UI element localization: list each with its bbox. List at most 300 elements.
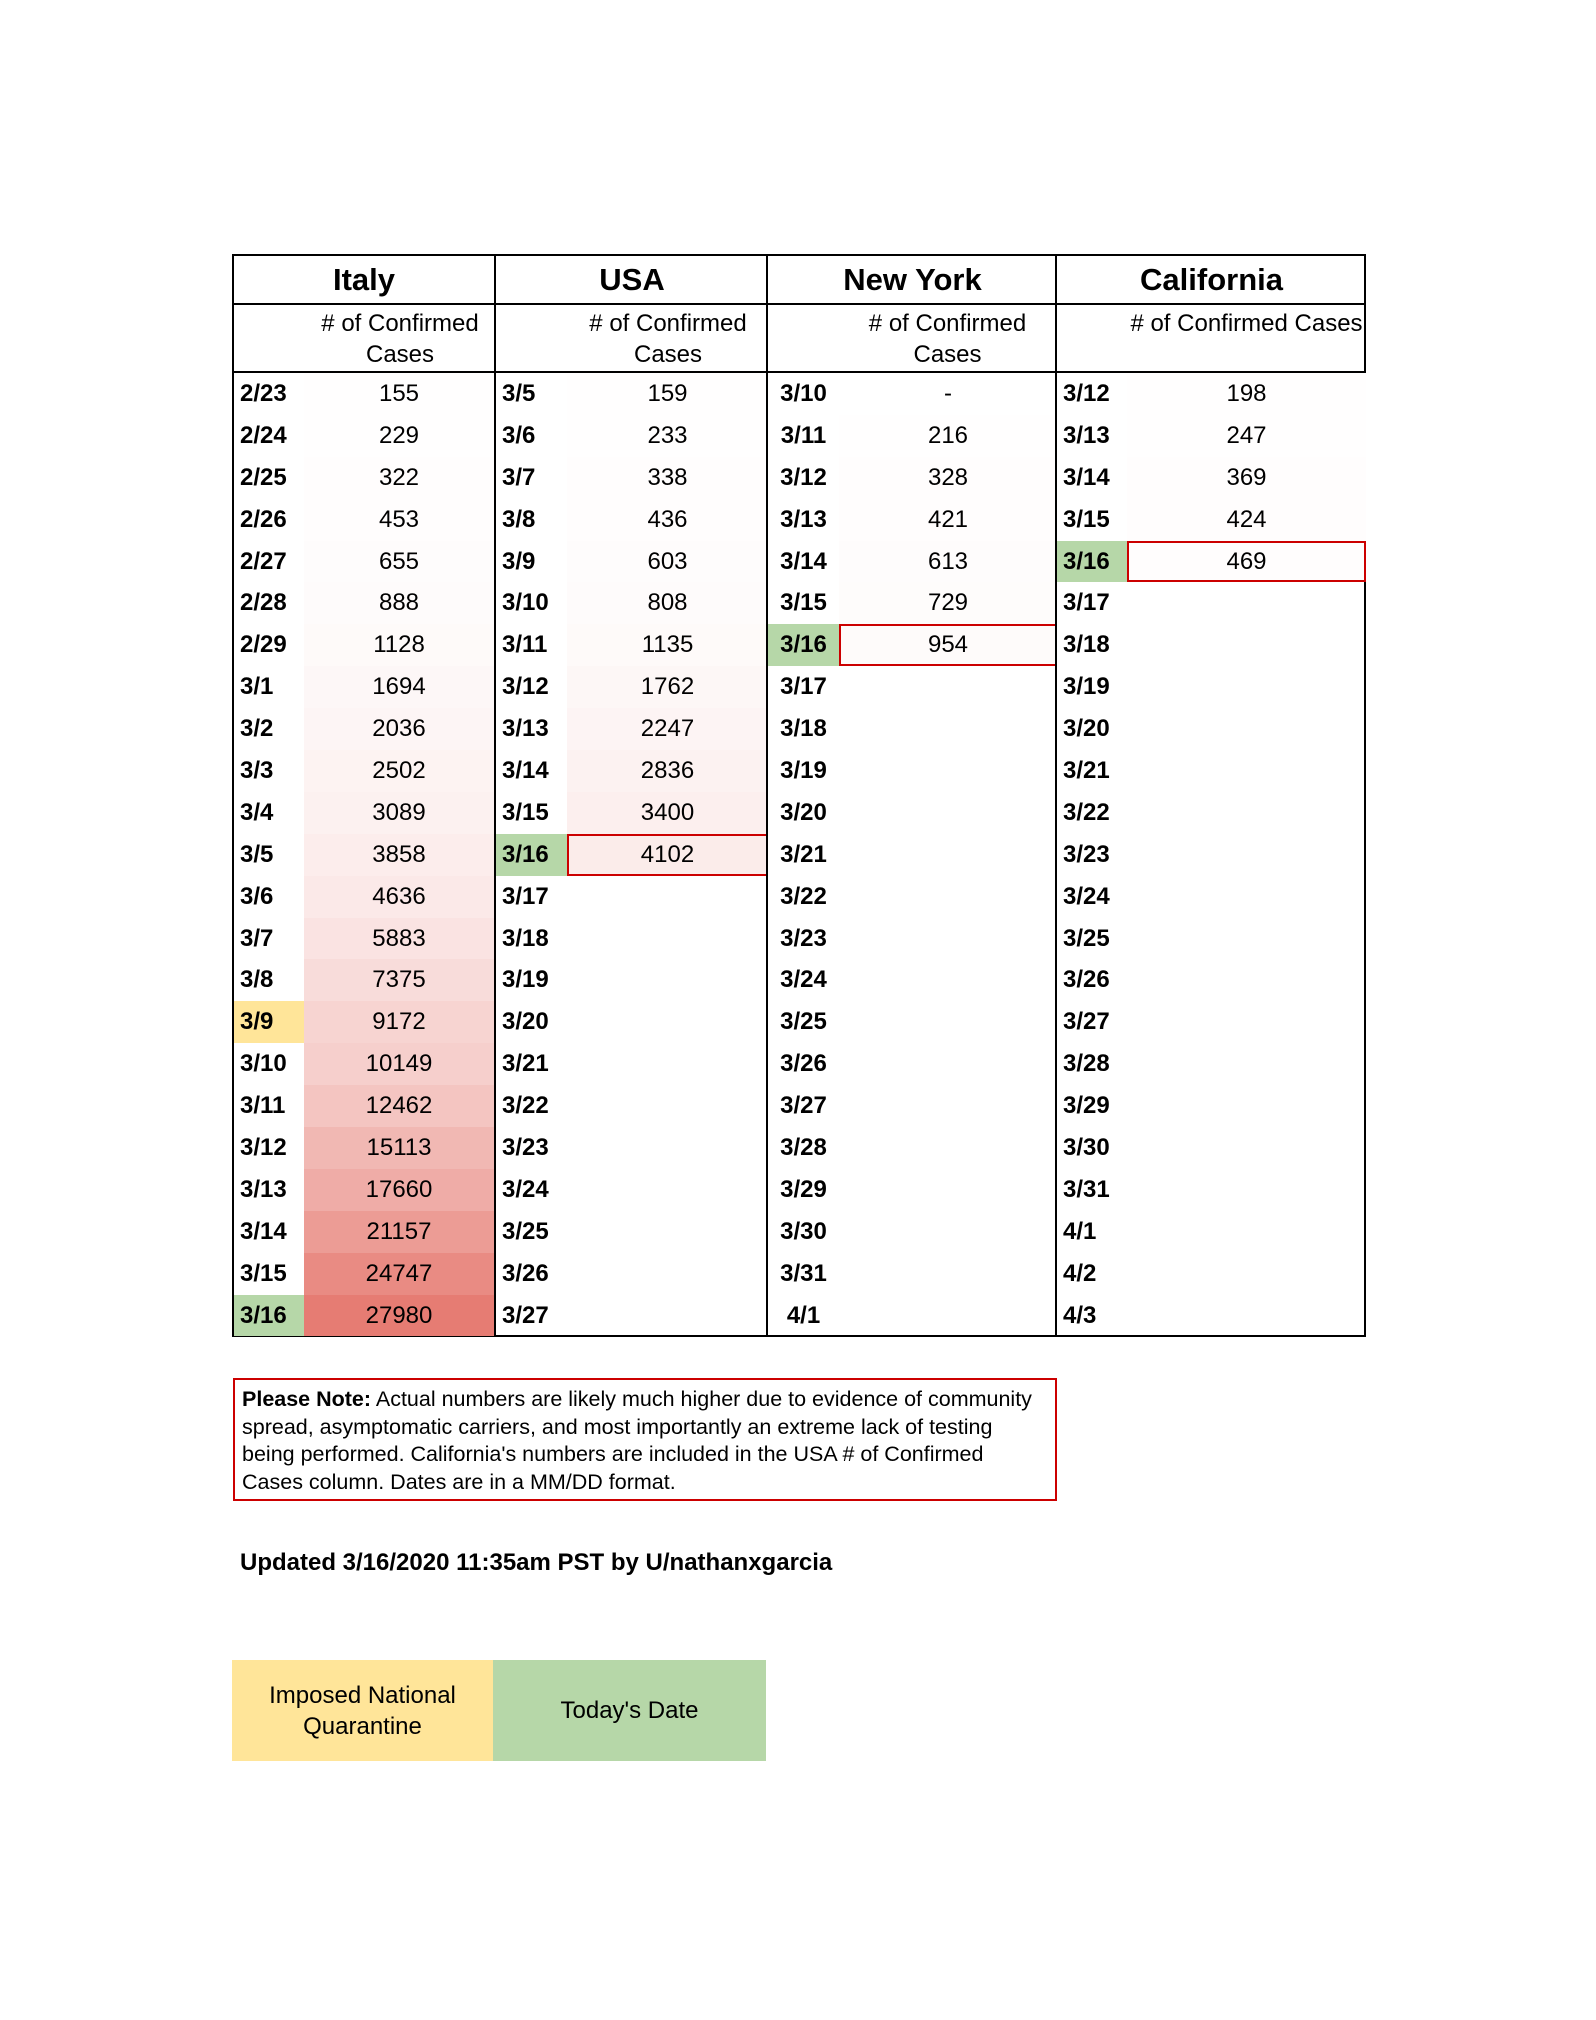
cases-cell (839, 959, 1057, 1001)
table-row (234, 457, 494, 499)
date-cell: 3/19 (1063, 673, 1110, 701)
date-cell: 3/23 (780, 924, 827, 952)
date-cell: 3/8 (502, 505, 536, 533)
date-cell: 3/21 (780, 840, 827, 868)
cases-cell (1127, 582, 1366, 624)
date-cell: 3/22 (1063, 798, 1110, 826)
date-cell: 3/26 (1063, 966, 1110, 994)
date-cell: 3/18 (780, 715, 827, 743)
cases-cell: 9172 (304, 1001, 494, 1043)
table-row (1057, 918, 1366, 960)
date-cell: 3/20 (1063, 715, 1110, 743)
table-row (1057, 541, 1366, 583)
cases-cell (567, 1085, 768, 1127)
date-cell: 3/26 (502, 1259, 549, 1287)
table-row (1057, 1295, 1366, 1337)
table-row (234, 834, 494, 876)
cases-cell: 338 (567, 457, 768, 499)
table-row (234, 876, 494, 918)
date-cell: 3/23 (502, 1133, 549, 1161)
cases-cell: 155 (304, 373, 494, 415)
date-cell: 3/1 (240, 673, 274, 701)
table-row (234, 415, 494, 457)
date-cell: 2/27 (240, 547, 287, 575)
table-row (496, 1211, 768, 1253)
date-cell: 3/10 (240, 1050, 287, 1078)
table-row (1057, 1253, 1366, 1295)
table-row (234, 918, 494, 960)
table-row (496, 415, 768, 457)
cases-cell (567, 1043, 768, 1085)
table-row (496, 1295, 768, 1337)
cases-cell: 12462 (304, 1085, 494, 1127)
column-header-usa: USA (496, 256, 768, 305)
cases-cell (839, 918, 1057, 960)
date-cell: 3/18 (502, 924, 549, 952)
table-row (234, 1211, 494, 1253)
date-cell: 3/17 (1063, 589, 1110, 617)
disclaimer-note (233, 1378, 1057, 1501)
date-cell: 3/27 (780, 1092, 827, 1120)
cases-cell: 21157 (304, 1211, 494, 1253)
table-row (1057, 1127, 1366, 1169)
date-cell: 3/16 (234, 1295, 304, 1337)
date-cell: 3/27 (502, 1301, 549, 1329)
cases-cell: 10149 (304, 1043, 494, 1085)
cases-cell (567, 918, 768, 960)
cases-cell: 5883 (304, 918, 494, 960)
table-row (768, 1253, 1057, 1295)
cases-cell (1127, 750, 1366, 792)
table-row (768, 876, 1057, 918)
cases-cell (1127, 1085, 1366, 1127)
cases-cell (839, 792, 1057, 834)
date-cell: 3/18 (1063, 631, 1110, 659)
table-row (768, 541, 1057, 583)
table-row (496, 1253, 768, 1295)
table-row (234, 959, 494, 1001)
table-row (1057, 1001, 1366, 1043)
cases-cell (567, 1253, 768, 1295)
cases-cell: 1128 (304, 624, 494, 666)
cases-cell: 421 (839, 499, 1057, 541)
cases-cell (567, 959, 768, 1001)
cases-cell (839, 1211, 1057, 1253)
subheader-new-york (768, 305, 1057, 373)
date-cell: 4/2 (1063, 1259, 1097, 1287)
date-cell: 3/29 (1063, 1092, 1110, 1120)
table-row (496, 1001, 768, 1043)
table-row (1057, 415, 1366, 457)
cases-cell: 808 (567, 582, 768, 624)
cases-cell: 2247 (567, 708, 768, 750)
date-cell: 3/12 (1063, 379, 1110, 407)
rows-usa (496, 373, 768, 1336)
cases-cell (1127, 1211, 1366, 1253)
date-cell: 2/24 (240, 421, 287, 449)
date-cell: 3/12 (502, 673, 549, 701)
table-row (1057, 708, 1366, 750)
date-cell: 3/11 (502, 631, 548, 659)
cases-cell (1127, 918, 1366, 960)
table-row (1057, 373, 1366, 415)
date-cell: 4/1 (786, 1301, 821, 1329)
table-row (1057, 1043, 1366, 1085)
table-row (768, 373, 1057, 415)
cases-cell (839, 876, 1057, 918)
cases-cell: 4636 (304, 876, 494, 918)
cases-cell: 436 (567, 499, 768, 541)
cases-cell: 655 (304, 541, 494, 583)
date-cell: 3/17 (502, 882, 549, 910)
table-row (234, 666, 494, 708)
cases-cell (1127, 666, 1366, 708)
table-row (496, 792, 768, 834)
table-row (768, 750, 1057, 792)
table-row (1057, 666, 1366, 708)
date-cell: 3/15 (780, 589, 827, 617)
cases-cell: 247 (1127, 415, 1366, 457)
table-row (496, 918, 768, 960)
table-row (496, 666, 768, 708)
date-cell: 3/14 (1063, 463, 1110, 491)
table-row (1057, 624, 1366, 666)
table-row (234, 541, 494, 583)
date-cell: 3/10 (502, 589, 549, 617)
cases-cell (1127, 792, 1366, 834)
cases-cell (839, 1253, 1057, 1295)
date-cell: 3/26 (780, 1050, 827, 1078)
table-row (1057, 499, 1366, 541)
cases-cell: 27980 (304, 1295, 494, 1337)
table-row (1057, 959, 1366, 1001)
date-cell: 3/11 (240, 1092, 286, 1120)
cases-cell: 233 (567, 415, 768, 457)
cases-cell (1127, 959, 1366, 1001)
column-italy (234, 256, 494, 1335)
table-row (768, 1001, 1057, 1043)
date-cell: 3/5 (502, 379, 536, 407)
date-cell: 3/19 (502, 966, 549, 994)
cases-cell (1127, 1295, 1366, 1337)
cases-cell: 216 (839, 415, 1057, 457)
table-row (496, 541, 768, 583)
legend-today: Today's Date (493, 1660, 766, 1761)
cases-cell (1127, 1043, 1366, 1085)
cases-cell: 198 (1127, 373, 1366, 415)
date-cell: 3/2 (240, 715, 274, 743)
cases-cell (1127, 1169, 1366, 1211)
cases-cell: 613 (839, 541, 1057, 583)
date-cell: 3/24 (1063, 882, 1110, 910)
cases-cell: 3089 (304, 792, 494, 834)
date-cell: 3/14 (780, 547, 827, 575)
table-row (768, 792, 1057, 834)
date-cell: 3/31 (780, 1259, 827, 1287)
column-header-new-york: New York (768, 256, 1057, 305)
date-cell: 3/16 (768, 624, 839, 666)
rows-new-york (768, 373, 1057, 1336)
subheader-california (1057, 305, 1366, 373)
date-cell: 3/20 (780, 798, 827, 826)
table-row (1057, 834, 1366, 876)
table-row (496, 499, 768, 541)
cases-cell: 17660 (304, 1169, 494, 1211)
cases-cell: 328 (839, 457, 1057, 499)
date-cell: 2/23 (240, 379, 287, 407)
rows-italy (234, 373, 494, 1336)
table-row (496, 582, 768, 624)
table-row (768, 834, 1057, 876)
table-row (496, 1085, 768, 1127)
date-cell: 4/3 (1063, 1301, 1097, 1329)
date-cell: 2/29 (240, 631, 287, 659)
table-row (1057, 1085, 1366, 1127)
cases-cell: 424 (1127, 499, 1366, 541)
table-row (768, 582, 1057, 624)
table-row (234, 499, 494, 541)
table-row (496, 708, 768, 750)
cases-cell (567, 1169, 768, 1211)
cases-table (232, 254, 1366, 1337)
cases-cell: 603 (567, 541, 768, 583)
cases-cell (567, 1211, 768, 1253)
subheader-label: # of Confirmed Cases (589, 310, 747, 368)
table-row (768, 1127, 1057, 1169)
column-new-york (766, 256, 1057, 1335)
updated-timestamp: Updated 3/16/2020 11:35am PST by U/nathanxgarcia (240, 1549, 833, 1576)
table-row (234, 792, 494, 834)
date-cell: 4/1 (1063, 1217, 1097, 1245)
date-cell: 3/19 (780, 756, 827, 784)
table-row (1057, 876, 1366, 918)
table-row (496, 1169, 768, 1211)
note-text: Actual numbers are likely much higher due to evidence of community spread, asymptomatic carriers, and most importantly an extreme lack of testing being performed. California's numbers are included in the USA # of Confirmed Cases column. Dates are in a MM/DD format. (242, 1387, 1032, 1494)
cases-cell: 4102 (567, 834, 768, 876)
cases-cell: 15113 (304, 1127, 494, 1169)
cases-cell (839, 750, 1057, 792)
table-row (768, 1211, 1057, 1253)
legend-quarantine: Imposed National Quarantine (232, 1660, 493, 1761)
table-row (768, 624, 1057, 666)
column-usa (494, 256, 768, 1335)
subheader-label: # of Confirmed Cases (321, 310, 479, 368)
date-cell: 3/6 (502, 421, 536, 449)
date-cell: 3/7 (502, 463, 536, 491)
table-row (768, 1295, 1057, 1337)
cases-cell (567, 1127, 768, 1169)
date-cell: 3/11 (780, 421, 827, 449)
date-cell: 3/6 (240, 882, 274, 910)
cases-cell: 3400 (567, 792, 768, 834)
table-row (768, 415, 1057, 457)
date-cell: 3/15 (1063, 505, 1110, 533)
cases-cell: 2036 (304, 708, 494, 750)
date-cell: 3/7 (240, 924, 274, 952)
table-row (496, 373, 768, 415)
date-cell: 3/15 (502, 798, 549, 826)
cases-cell (567, 1001, 768, 1043)
table-row (496, 1043, 768, 1085)
date-cell: 3/16 (1057, 541, 1127, 583)
table-row (496, 959, 768, 1001)
table-row (234, 1127, 494, 1169)
table-row (496, 876, 768, 918)
date-cell: 3/10 (780, 379, 827, 407)
date-cell: 3/14 (240, 1217, 287, 1245)
date-cell: 3/13 (240, 1175, 287, 1203)
cases-cell (1127, 1253, 1366, 1295)
cases-cell (839, 1001, 1057, 1043)
cases-cell: 1694 (304, 666, 494, 708)
date-cell: 3/5 (240, 840, 274, 868)
table-row (234, 1169, 494, 1211)
cases-cell: 1135 (567, 624, 768, 666)
subheader-label: # of Confirmed Cases (1130, 310, 1363, 337)
cases-cell (1127, 624, 1366, 666)
subheader-italy (234, 305, 494, 373)
date-cell: 3/13 (780, 505, 827, 533)
subheader-usa (496, 305, 768, 373)
column-header-italy: Italy (234, 256, 494, 305)
table-row (768, 918, 1057, 960)
column-header-california: California (1057, 256, 1366, 305)
rows-california (1057, 373, 1366, 1336)
cases-cell (567, 1295, 768, 1337)
table-row (768, 1043, 1057, 1085)
table-row (1057, 457, 1366, 499)
subheader-label: # of Confirmed Cases (868, 310, 1027, 368)
table-row (768, 959, 1057, 1001)
date-cell: 3/14 (502, 756, 549, 784)
cases-cell (839, 834, 1057, 876)
date-cell: 3/12 (780, 463, 827, 491)
table-row (768, 666, 1057, 708)
cases-cell: 159 (567, 373, 768, 415)
cases-cell: 2502 (304, 750, 494, 792)
cases-cell (839, 1085, 1057, 1127)
table-row (1057, 582, 1366, 624)
table-row (496, 834, 768, 876)
cases-cell: - (944, 379, 952, 407)
table-row (496, 1127, 768, 1169)
table-row (234, 582, 494, 624)
cases-cell (839, 1043, 1057, 1085)
table-row (234, 1001, 494, 1043)
cases-cell: 1762 (567, 666, 768, 708)
date-cell: 3/29 (780, 1175, 827, 1203)
date-cell: 2/25 (240, 463, 287, 491)
date-cell: 3/25 (780, 1008, 827, 1036)
table-row (234, 1253, 494, 1295)
cases-cell (839, 708, 1057, 750)
table-row (1057, 1211, 1366, 1253)
table-row (768, 1169, 1057, 1211)
date-cell: 3/9 (234, 1001, 304, 1043)
table-row (768, 708, 1057, 750)
table-row (234, 1043, 494, 1085)
date-cell: 3/17 (780, 673, 827, 701)
cases-cell (1127, 876, 1366, 918)
date-cell: 3/25 (1063, 924, 1110, 952)
date-cell: 3/3 (240, 756, 274, 784)
table-row (1057, 750, 1366, 792)
date-cell: 3/24 (780, 966, 827, 994)
cases-cell (1127, 1001, 1366, 1043)
cases-cell: 229 (304, 415, 494, 457)
date-cell: 3/21 (1063, 756, 1110, 784)
table-row (234, 708, 494, 750)
table-row (1057, 792, 1366, 834)
date-cell: 3/21 (502, 1050, 549, 1078)
date-cell: 3/23 (1063, 840, 1110, 868)
date-cell: 3/16 (496, 834, 567, 876)
date-cell: 3/25 (502, 1217, 549, 1245)
legend (232, 1660, 766, 1761)
date-cell: 2/26 (240, 505, 287, 533)
date-cell: 3/30 (780, 1217, 827, 1245)
cases-cell: 3858 (304, 834, 494, 876)
date-cell: 3/8 (240, 966, 274, 994)
cases-cell: 369 (1127, 457, 1366, 499)
table-row (496, 750, 768, 792)
date-cell: 3/20 (502, 1008, 549, 1036)
date-cell: 3/12 (240, 1133, 287, 1161)
date-cell: 3/15 (240, 1259, 287, 1287)
cases-cell (839, 1295, 1057, 1337)
cases-cell: 453 (304, 499, 494, 541)
cases-cell (839, 1127, 1057, 1169)
table-row (1057, 1169, 1366, 1211)
cases-cell: 322 (304, 457, 494, 499)
date-cell: 3/31 (1063, 1175, 1110, 1203)
cases-cell (1127, 834, 1366, 876)
cases-cell (1127, 708, 1366, 750)
table-row (234, 373, 494, 415)
cases-cell: 888 (304, 582, 494, 624)
date-cell: 3/22 (502, 1092, 549, 1120)
table-row (234, 624, 494, 666)
table-row (234, 1085, 494, 1127)
cases-cell: 2836 (567, 750, 768, 792)
table-row (768, 499, 1057, 541)
cases-cell (1127, 1127, 1366, 1169)
cases-cell: 954 (839, 624, 1057, 666)
date-cell: 3/22 (780, 882, 827, 910)
cases-cell: 7375 (304, 959, 494, 1001)
date-cell: 3/30 (1063, 1133, 1110, 1161)
date-cell: 3/13 (1063, 421, 1110, 449)
cases-cell (567, 876, 768, 918)
table-row (496, 624, 768, 666)
table-row (234, 1295, 494, 1337)
date-cell: 3/9 (502, 547, 536, 575)
cases-cell: 469 (1127, 541, 1366, 583)
date-cell: 3/4 (240, 798, 274, 826)
note-label: Please Note: (242, 1387, 372, 1411)
date-cell: 3/28 (780, 1133, 827, 1161)
date-cell: 3/13 (502, 715, 549, 743)
cases-cell (839, 666, 1057, 708)
table-row (768, 457, 1057, 499)
cases-cell (839, 1169, 1057, 1211)
date-cell: 3/24 (502, 1175, 549, 1203)
table-row (496, 457, 768, 499)
table-row (234, 750, 494, 792)
date-cell: 3/27 (1063, 1008, 1110, 1036)
date-cell: 3/28 (1063, 1050, 1110, 1078)
column-california (1055, 256, 1366, 1335)
